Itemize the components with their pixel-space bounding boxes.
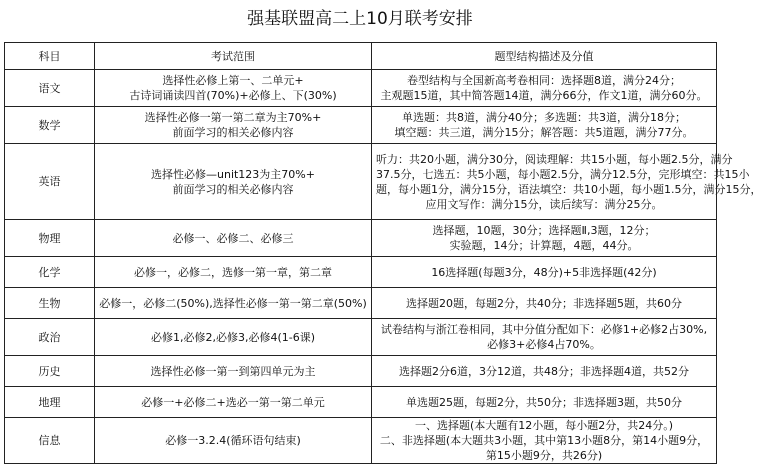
table-row (5, 319, 717, 356)
subject-cell: 英语 (5, 144, 95, 220)
page-title: 强基联盟高二上10月联考安排 (247, 9, 473, 29)
table-row (5, 70, 717, 107)
table-header-row (5, 43, 717, 70)
structure-cell-line: 实验题，14分；计算题，4题，44分。 (449, 239, 639, 252)
table-row (5, 356, 717, 387)
structure-cell (372, 220, 717, 257)
structure-cell (372, 107, 717, 144)
scope-cell (95, 220, 372, 257)
subject-cell: 物理 (5, 220, 95, 257)
scope-cell-line: 古诗词诵读四首(70%)+必修上、下(30%) (129, 89, 337, 102)
structure-cell-line: 选择题20题，每题2分，共40分；非选择题5题，共60分 (406, 296, 682, 310)
subject-cell: 政治 (5, 319, 95, 356)
subject-cell: 信息 (5, 418, 95, 464)
subject-cell: 语文 (5, 70, 95, 107)
scope-cell (95, 107, 372, 144)
structure-cell (372, 418, 717, 464)
exam-schedule-table (4, 42, 761, 464)
table-row (5, 288, 717, 319)
structure-cell (372, 257, 717, 288)
structure-cell-line: 题，每小题1分，满分15分，语法填空：共10小题，每小题1.5分，满分15分， (376, 182, 761, 196)
structure-cell-line: 听力：共20小题，满分30分，阅读理解：共15小题，每小题2.5分，满分 (376, 152, 733, 166)
structure-cell (372, 356, 717, 387)
table-row (5, 257, 717, 288)
scope-cell (95, 144, 372, 220)
scope-cell-line: 必修一+必修二+选必一第一第二单元 (141, 395, 325, 409)
scope-cell-line: 选择性必修上第一、二单元+ (162, 74, 304, 87)
structure-cell-line: 37.5分，七选五：共5小题，每小题2.5分，满分12.5分，完形填空：共15小 (376, 167, 750, 181)
scope-cell-line: 必修一，必修二，选修一第一章，第二章 (134, 265, 332, 279)
structure-cell-line: 单选题：共8道，满分40分；多选题：共3道，满分18分； (402, 111, 686, 124)
structure-cell-line: 应用文写作：满分15分，读后续写：满分25分。 (425, 197, 663, 211)
structure-cell-line: 填空题：共三道，满分15分；解答题：共5道题，满分77分。 (394, 126, 694, 139)
table-row (5, 220, 717, 257)
scope-cell-line: 必修一、必修二、必修三 (172, 231, 294, 245)
scope-cell-line: 必修1,必修2,必修3,必修4(1-6课) (150, 330, 316, 344)
table-row (5, 144, 717, 220)
scope-cell (95, 418, 372, 464)
structure-cell (372, 387, 717, 418)
scope-cell-line: 必修一，必修二(50%),选择性必修一第一第二章(50%) (99, 296, 367, 310)
structure-cell (372, 288, 717, 319)
scope-cell (95, 319, 372, 356)
scope-cell-line: 前面学习的相关必修内容 (172, 182, 294, 196)
structure-cell-line: 主观题15道，其中简答题14道，满分66分，作文1道，满分60分。 (380, 89, 708, 102)
header-structure: 题型结构描述及分值 (372, 43, 717, 70)
scope-cell (95, 70, 372, 107)
table-row (5, 418, 717, 464)
structure-cell (372, 70, 717, 107)
structure-cell-line: 二、非选择题(本大题共3小题，其中第13小题8分，第14小题9分， (379, 434, 709, 447)
scope-cell (95, 288, 372, 319)
scope-cell-line: 选择性必修一第一第二章为主70%+ (144, 111, 322, 124)
structure-cell-line: 选择题2分6道，3分12道，共48分；非选择题4道，共52分 (399, 364, 689, 378)
scope-cell-line: 必修一3.2.4(循环语句结束) (165, 434, 301, 447)
structure-cell-line: 必修3+必修4占70%。 (487, 338, 601, 351)
subject-cell: 地理 (5, 387, 95, 418)
structure-cell-line: 选择题，10题，30分；选择题Ⅱ,3题，12分； (432, 224, 656, 237)
header-scope: 考试范围 (95, 43, 372, 70)
structure-cell-line: 试卷结构与浙江卷相同，其中分值分配如下：必修1+必修2占30%, (380, 323, 708, 336)
structure-cell-line: 一、选择题(本大题有12小题，每小题2分，共24分。) (414, 419, 674, 432)
structure-cell (372, 319, 717, 356)
structure-cell-line: 单选题25题，每题2分，共50分；非选择题3题，共50分 (406, 395, 682, 409)
subject-cell: 生物 (5, 288, 95, 319)
structure-cell-line: 第15小题9分，共26分) (485, 449, 603, 462)
structure-cell-line: 卷型结构与全国新高考卷相同：选择题8道，满分24分； (407, 74, 681, 87)
subject-cell: 历史 (5, 356, 95, 387)
scope-cell-line: 选择性必修一第一到第四单元为主 (150, 364, 316, 378)
scope-cell-line: 选择性必修—unit123为主70%+ (151, 167, 315, 181)
scope-cell-line: 前面学习的相关必修内容 (172, 126, 294, 139)
table-row (5, 387, 717, 418)
scope-cell (95, 387, 372, 418)
table-row (5, 107, 717, 144)
structure-cell-line: 16选择题(每题3分，48分)+5非选择题(42分) (431, 265, 657, 279)
subject-cell: 化学 (5, 257, 95, 288)
scope-cell (95, 257, 372, 288)
subject-cell: 数学 (5, 107, 95, 144)
structure-cell (372, 144, 761, 220)
header-subject: 科目 (5, 43, 95, 70)
scope-cell (95, 356, 372, 387)
